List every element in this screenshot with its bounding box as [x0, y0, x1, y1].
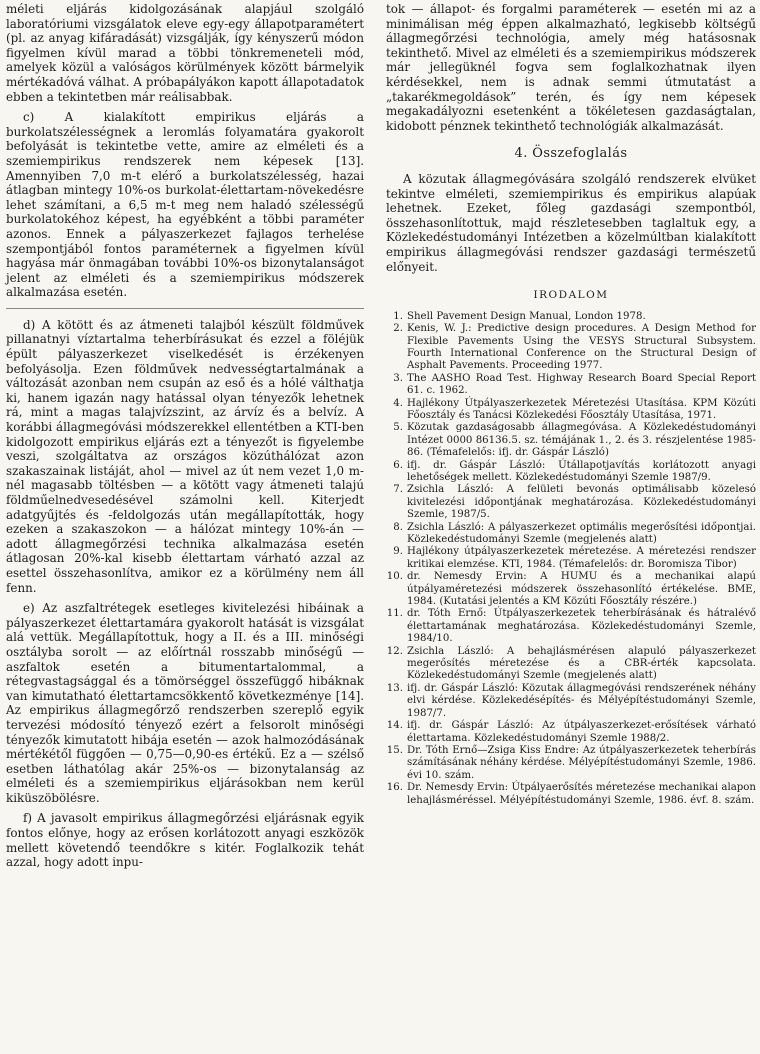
reference-text: ifj. dr. Gáspár László: Közutak állagmegóvási rendszerének néhány elvi kérdése. Közlekedésépítés- és Mélyépítéstudományi Szemle, 1987/7. [407, 682, 756, 719]
reference-number: 6. [393, 459, 403, 471]
reference-item [386, 422, 756, 459]
references-title: IRODALOM [533, 289, 609, 302]
reference-number: 15. [386, 744, 403, 756]
reference-item [386, 782, 756, 807]
reference-text: Zsichla László: A felületi bevonás optimálisabb közelesó kivitelezési időpontjának meghatározása. Közlekedéstudományi Szemle, 1987/5. [407, 484, 756, 521]
reference-text: Közutak gazdaságosabb állagmegóvása. A Közlekedéstudományi Intézet 0000 86136.5. sz. témájának 1., 2. és 3. részjelentése 1985-86. (Témafelelős: ifj. dr. Gáspár László) [407, 422, 756, 459]
reference-item [386, 323, 756, 373]
paragraph-e: e) Az aszfaltrétegek esetleges kivitelezési hibáinak a pályaszerkezet élettartamára gyakorolt hatását is vizsgálat alá vettük. Megállapítottuk, hogy a II. és a III. minőségi osztályba sorolt — az előírtnál rosszabb minőségű — aszfaltok esetén a bitumentartalommal, a rétegvastagsággal és a tömörséggel összefüggő hibáknak van kimutatható élettartamcsökkentő következménye [14]. Az empirikus állagmegőrző rendszerben szereplő egyik tervezési módosító tényező ezért a felsorolt minőségi tényezők kimutatott hibája esetén — azok halmozódásának mértékétől függően — 0,75—0,90-es értékű. Ez a — szélső esetben láthatólag akár 25%-os — bizonytalanság az elméleti és a szemiempirikus eljárásokban nem kerül kiküszöbölésre. [6, 601, 364, 805]
reference-item [386, 608, 756, 645]
reference-text: dr. Tóth Ernő: Útpályaszerkezetek teherbírásának és hátralévő élettartamának meghatározása. Közlekedéstudományi Szemle, 1984/10. [407, 608, 756, 645]
reference-item [386, 745, 756, 782]
reference-item [386, 522, 756, 547]
reference-number: 3. [393, 372, 403, 384]
references-list [386, 311, 756, 807]
reference-text: Kenis, W. J.: Predictive design procedures. A Design Method for Flexible Pavements Using the VESYS Structural Subsystem. Fourth International Conference on the Structural Design of Asphalt Pavements. Proceeding 1977. [407, 323, 756, 372]
reference-item [386, 646, 756, 683]
reference-number: 5. [393, 422, 403, 434]
reference-text: Dr. Nemesdy Ervin: Útpályaerősítés méretezése mechanikai alapon lehajlásméréssel. Mélyépítéstudományi Szemle, 1986. évf. 8. szám. [407, 782, 756, 806]
reference-item [386, 398, 756, 423]
reference-item [386, 484, 756, 521]
reference-number: 1. [393, 310, 403, 322]
reference-number: 10. [386, 571, 403, 583]
reference-text: Dr. Tóth Ernő—Zsiga Kiss Endre: Az útpályaszerkezetek teherbírás számításának néhány kérdése. Mélyépítéstudományi Szemle, 1986. évi 10. szám. [407, 744, 756, 781]
paragraph-continuation: tok — állapot- és forgalmi paraméterek — esetén mi az a minimálisan még éppen alkalmazható, legkisebb költségű állagmegőrzési technológia, amely még hatásosnak tekinthető. Mivel az elméleti és a szemiempirikus módszerek már jellegüknél fogva sem foglalkozhatnak ilyen kérdésekkel, nem is adnak semmi útmutatást a „takarékmegoldások” terén, és így nem képesek megakadályozni esetenként a tökéletesen gazdaságtalan, kidobott pénznek tekinthető technológiák alkalmazását. [386, 2, 756, 133]
reference-text: Zsichla László: A pályaszerkezet optimális megerősítési időpontjai. Közlekedéstudományi Szemle (megjelenés alatt) [407, 521, 756, 545]
reference-number: 2. [393, 323, 403, 335]
paragraph-carryover: méleti eljárás kidolgozásának alapjául szolgáló laboratóriumi vizsgálatok eleve egy-egy állapotparamétert (pl. az anyag kifáradását) vizsgálják, így kényszerű módon figyelmen kívül marad a többi tönkremeneteli mód, amelyek közül a valóságos körülmények között bármelyik mértékadóvá válhat. A próbapályákon kapott állapotadatok ebben a tekintetben már reálisabbak. [6, 2, 364, 104]
reference-item [386, 571, 756, 608]
reference-number: 9. [393, 546, 403, 558]
paragraph-f: f) A javasolt empirikus állagmegőrzési eljárásnak egyik fontos előnye, hogy az erősen korlátozott anyagi eszközök mellett követendő teendőkre s kitér. Foglalkozik tehát azzal, hogy adott inpu- [6, 811, 364, 870]
reference-number: 14. [386, 720, 403, 732]
left-column [0, 0, 368, 876]
paragraph-c: c) A kialakított empirikus eljárás a burkolatszélességnek a leromlás folyamatára gyakorolt befolyását is tekintetbe vette, amire az elméleti és a szemiempirikus rendszerek nem képesek [13]. Amennyiben 7,0 m-t elérő a burkolatszélesség, hazai átlagban mintegy 10%-os burkolat-élettartam-növekedésre lehet számítani, a 6,5 m-t meg nem haladó szélességű burkolatokéhoz képest, ha egyébként a többi paraméter azonos. Ennek a pályaszerkezet fajlagos terhelése szempontjából fontos paraméternek a figyelmen kívül hagyása már önmagában további 10%-os bizonytalanságot jelent az elméleti és a szemiempirikus módszerek alkalmazása esetén. [6, 110, 364, 300]
reference-number: 11. [386, 608, 403, 620]
reference-text: Shell Pavement Design Manual, London 1978. [407, 310, 646, 322]
reference-item [386, 460, 756, 485]
reference-text: The AASHO Road Test. Highway Research Board Special Report 61. c. 1962. [407, 372, 756, 397]
reference-number: 13. [386, 682, 403, 694]
reference-item [386, 311, 756, 323]
reference-item [386, 720, 756, 745]
reference-number: 12. [386, 645, 403, 657]
reference-text: dr. Nemesdy Ervin: A HUMU és a mechanikai alapú útpályaméretezési módszerek összehasonlító értékelése. BME, 1984. (Kutatási jelentés a KM Közúti Főosztály részére.) [407, 571, 756, 608]
reference-text: Hajlékony Útpályaszerkezetek Méretezési Utasítása. KPM Közúti Főosztály és Tanácsi Közlekedési Főosztály Utasítása, 1971. [407, 397, 756, 421]
summary-paragraph: A közutak állagmegóvására szolgáló rendszerek elvüket tekintve elméleti, szemiempirikus és empirikus alapúak lehetnek. Ezeket, főleg gazdasági szempontból, összehasonlítottuk, majd részletesebben taglaltuk egy, a Közlekedéstudományi Intézetben a közelmúltban kialakított empirikus állagmegóvási rendszer gazdasági természetű előnyeit. [386, 171, 756, 274]
column-divider [6, 308, 364, 309]
reference-item [386, 546, 756, 571]
reference-number: 7. [393, 484, 403, 496]
reference-number: 16. [386, 782, 403, 794]
reference-number: 8. [393, 521, 403, 533]
reference-text: ifj. dr. Gáspár László: Az útpályaszerkezet-erősítések várható élettartama. Közlekedéstudományi Szemle 1988/2. [407, 720, 756, 744]
reference-item [386, 683, 756, 720]
paragraph-d: d) A kötött és az átmeneti talajból készült földművek pillanatnyi víztartalma teherbírásukat és ezzel a föléjük épült pályaszerkezet viselkedését is érzékenyen befolyásolja. Ezen földművek nedvességtartalmának a változását azonban nem csupán az eső és a hólé válthatja ki, hanem igazán nagy hatással olyan tényezők lehetnek rá, mint a magas talajvízszint, az árvíz és a belvíz. A korábbi állagmegóvási módszerekkel ellentétben a KTI-ben kidolgozott empirikus eljárás ezt a tényezőt is figyelembe veszi, szolgáltatva az országos közúthálózat azon szakaszainak listáját, ahol — mivel az út nem vezet 1,0 m-nél magasabb töltésben — a kötött vagy átmeneti talajú földműelnedvesedésével számolni kell. Kiterjedt adatgyűjtés és -feldolgozás után megállapították, hogy ezeken a szakaszokon — a hálózat mintegy 10%-án — adott állagmegőrzési technika alkalmazása esetén átlagosan 20%-kal kisebb élettartam várható azzal az esettel összehasonlítva, amikor ez a körülmény nem áll fenn. [6, 317, 364, 595]
reference-text: Hajlékony útpályaszerkezetek méretezése. A méretezési rendszer kritikai elemzése. KTI, 1984. (Témafelelős: dr. Boromisza Tibor) [407, 546, 756, 570]
section-title: 4. Összefoglalás [514, 146, 628, 162]
reference-text: ifj. dr. Gáspár László: Útállapotjavítás korlátozott anyagi lehetőségek mellett. Közlekedéstudományi Szemle 1987/9. [407, 459, 756, 483]
reference-item [386, 373, 756, 398]
reference-number: 4. [393, 397, 403, 409]
right-column [382, 0, 760, 807]
reference-text: Zsichla László: A behajlásmérésen alapuló pályaszerkezet megerősítés méretezése és a CBR-érték kapcsolata. Közlekedéstudományi Szemle (megjelenés alatt) [407, 645, 756, 682]
